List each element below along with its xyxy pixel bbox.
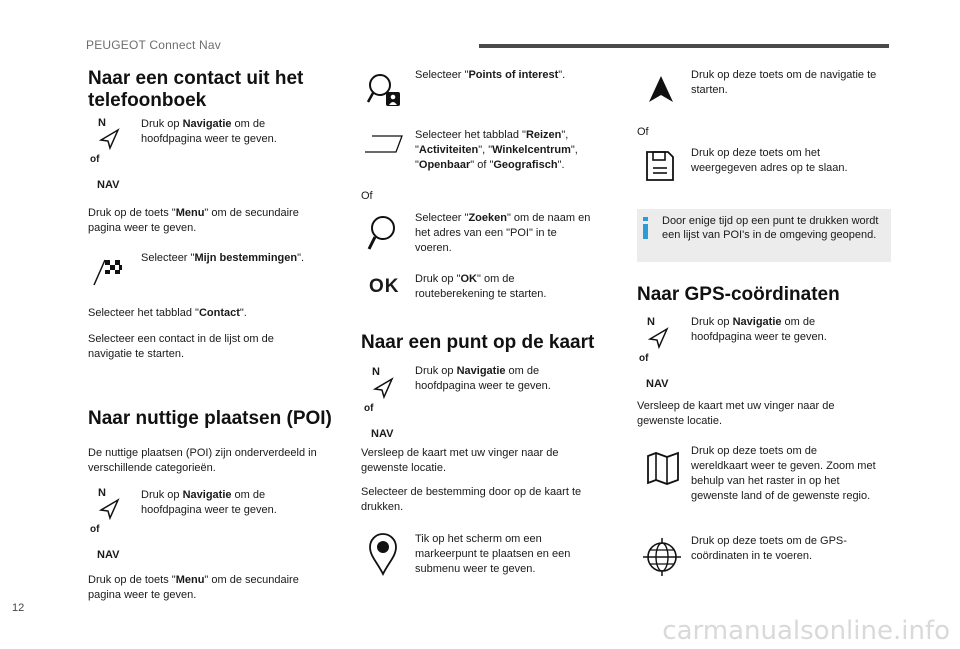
checkered-flag-icon [92,258,124,286]
instruction-ok: Druk op "OK" om de routeberekening te starten. [415,273,547,300]
navigation-arrow-icon [98,498,120,520]
instruction-navigation: Druk op Navigatie om de hoofdpagina weer te geven. [141,489,277,516]
map-pin-icon [368,532,398,576]
or-label: Of [637,126,649,138]
nav-button-icon: N of NAV [90,117,120,191]
header-rule [479,44,889,48]
nav-button-icon: N of NAV [639,316,669,390]
info-note [637,209,891,262]
world-map-icon [645,450,681,486]
instruction-save-address: Druk op deze toets om het weergegeven adres op te slaan. [691,147,848,174]
instruction-contact-tab: Selecteer het tabblad "Contact". [88,307,247,319]
instruction-start-navigation: Druk op deze toets om de navigatie te starten. [691,69,877,96]
instruction-navigation: Druk op Navigatie om de hoofdpagina weer te geven. [141,118,277,145]
ok-icon: OK [369,276,400,297]
save-icon [645,150,675,182]
search-icon [366,214,398,252]
nav-button-icon: N of NAV [90,487,120,561]
instruction-gps-coordinates: Druk op deze toets om de GPS-coördinaten in te voeren. [691,535,847,562]
instruction-select-contact: Selecteer een contact in de lijst om de navigatie te starten. [88,333,274,360]
info-icon [642,217,649,239]
navigation-arrow-icon [372,377,394,399]
section-title-contact: Naar een contact uit het telefoonboek [88,68,304,111]
poi-search-icon [366,72,402,110]
instruction-points-of-interest: Selecteer "Points of interest". [415,69,566,81]
navigation-arrow-icon [647,327,669,349]
instruction-menu: Druk op de toets "Menu" om de secundaire pagina weer te geven. [88,207,299,234]
instruction-search: Selecteer "Zoeken" om de naam en het adres van een "POI" in te voeren. [415,212,591,254]
navigation-arrow-icon [98,128,120,150]
section-title-map-point: Naar een punt op de kaart [361,332,595,353]
tab-icon [364,134,404,154]
instruction-tap-screen: Tik op het scherm om een markeerpunt te plaatsen en een submenu weer te geven. [415,533,571,575]
instruction-category-tabs: Selecteer het tabblad "Reizen", "Activiteiten", "Winkelcentrum", "Openbaar" of "Geografisch". [415,129,578,171]
running-header: PEUGEOT Connect Nav [86,38,221,52]
gps-globe-icon [643,538,681,576]
navigation-start-icon [646,74,676,104]
nav-button-icon: N of NAV [364,366,394,440]
instruction-drag-map: Versleep de kaart met uw vinger naar de gewenste locatie. [361,447,559,474]
instruction-my-destinations: Selecteer "Mijn bestemmingen". [141,252,305,264]
instruction-menu: Druk op de toets "Menu" om de secundaire pagina weer te geven. [88,574,299,601]
or-label: Of [361,190,373,202]
page-number: 12 [12,602,25,614]
instruction-world-map: Druk op deze toets om de wereldkaart weer te geven. Zoom met behulp van het raster in op het gewenste land of de gewenste regio. [691,445,876,502]
instruction-navigation: Druk op Navigatie om de hoofdpagina weer te geven. [415,365,551,392]
watermark: carmanualsonline.info [662,616,950,646]
info-note-text: Door enige tijd op een punt te drukken wordt een lijst van POI's in de omgeving geopend. [662,215,879,241]
instruction-drag-map: Versleep de kaart met uw vinger naar de gewenste locatie. [637,400,835,427]
section-title-poi: Naar nuttige plaatsen (POI) [88,408,332,429]
section-title-gps: Naar GPS-coördinaten [637,284,840,305]
instruction-navigation: Druk op Navigatie om de hoofdpagina weer te geven. [691,316,827,343]
poi-intro: De nuttige plaatsen (POI) zijn onderverdeeld in verschillende categorieën. [88,447,317,474]
instruction-select-destination: Selecteer de bestemming door op de kaart te drukken. [361,486,582,513]
